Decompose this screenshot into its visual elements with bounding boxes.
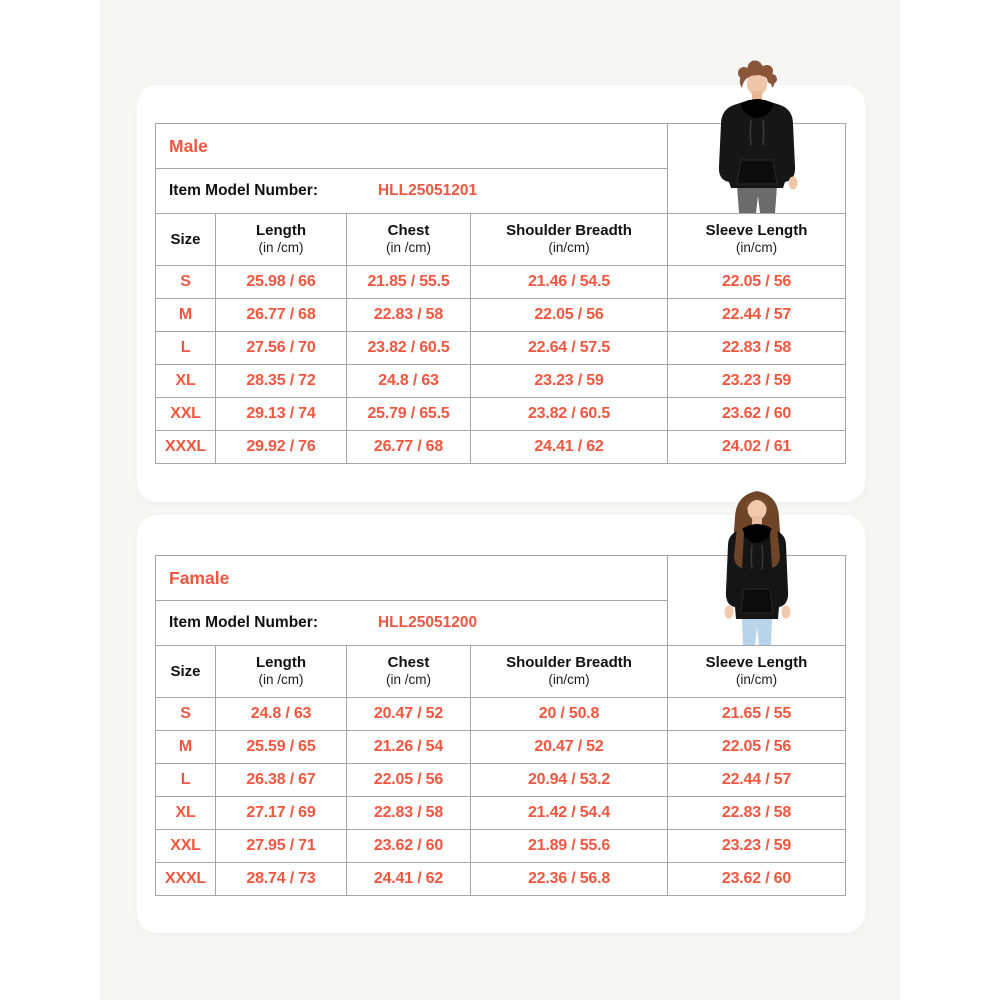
table-row bbox=[156, 830, 846, 863]
shoulder-cell: 23.23 / 59 bbox=[471, 365, 668, 398]
chest-cell: 22.83 / 58 bbox=[347, 797, 471, 830]
chest-cell: 26.77 / 68 bbox=[347, 431, 471, 464]
female-size-table bbox=[155, 555, 846, 896]
column-header-label: Chest bbox=[387, 654, 430, 672]
shoulder-cell: 23.82 / 60.5 bbox=[471, 398, 668, 431]
size-cell: L bbox=[156, 332, 216, 365]
length-cell: 27.56 / 70 bbox=[216, 332, 347, 365]
table-row bbox=[156, 332, 846, 365]
male-size-table bbox=[155, 123, 846, 464]
female-model-number-value: HLL25051200 bbox=[377, 614, 478, 631]
female-photo-cell bbox=[668, 556, 846, 646]
sleeve-cell: 22.83 / 58 bbox=[668, 797, 846, 830]
chest-cell: 24.41 / 62 bbox=[347, 863, 471, 896]
column-header-unit: (in /cm) bbox=[386, 240, 431, 256]
female-table-body bbox=[156, 698, 846, 896]
chest-cell: 20.47 / 52 bbox=[347, 698, 471, 731]
shoulder-cell: 22.05 / 56 bbox=[471, 299, 668, 332]
female-size-card bbox=[137, 515, 865, 933]
table-row bbox=[156, 863, 846, 896]
column-header-unit: (in/cm) bbox=[735, 672, 778, 688]
male-model-number-label: Item Model Number: bbox=[169, 182, 318, 199]
length-cell: 26.77 / 68 bbox=[216, 299, 347, 332]
sleeve-cell: 23.62 / 60 bbox=[668, 398, 846, 431]
shoulder-cell: 21.42 / 54.4 bbox=[471, 797, 668, 830]
column-header bbox=[216, 646, 347, 698]
column-header bbox=[471, 646, 668, 698]
male-model-photo-icon bbox=[697, 60, 817, 213]
table-row bbox=[156, 431, 846, 464]
sleeve-cell: 24.02 / 61 bbox=[668, 431, 846, 464]
sleeve-cell: 22.83 / 58 bbox=[668, 332, 846, 365]
size-cell: XXXL bbox=[156, 431, 216, 464]
column-header-unit: (in/cm) bbox=[548, 672, 590, 688]
size-cell: S bbox=[156, 266, 216, 299]
chest-cell: 24.8 / 63 bbox=[347, 365, 471, 398]
chest-cell: 23.62 / 60 bbox=[347, 830, 471, 863]
shoulder-cell: 24.41 / 62 bbox=[471, 431, 668, 464]
column-header-label: Size bbox=[170, 230, 201, 248]
female-gender-label: Famale bbox=[156, 556, 668, 601]
shoulder-cell: 21.46 / 54.5 bbox=[471, 266, 668, 299]
column-header-label: Shoulder Breadth bbox=[506, 654, 632, 672]
chest-cell: 22.05 / 56 bbox=[347, 764, 471, 797]
sleeve-cell: 22.05 / 56 bbox=[668, 266, 846, 299]
chest-cell: 21.85 / 55.5 bbox=[347, 266, 471, 299]
length-cell: 27.95 / 71 bbox=[216, 830, 347, 863]
male-size-card bbox=[137, 85, 865, 502]
size-cell: XXL bbox=[156, 830, 216, 863]
length-cell: 26.38 / 67 bbox=[216, 764, 347, 797]
sleeve-cell: 23.23 / 59 bbox=[668, 365, 846, 398]
size-cell: XXXL bbox=[156, 863, 216, 896]
length-cell: 29.92 / 76 bbox=[216, 431, 347, 464]
column-header-label: Sleeve Length bbox=[705, 222, 808, 240]
sleeve-cell: 23.23 / 59 bbox=[668, 830, 846, 863]
table-row bbox=[156, 299, 846, 332]
male-table-body bbox=[156, 266, 846, 464]
size-cell: S bbox=[156, 698, 216, 731]
length-cell: 28.35 / 72 bbox=[216, 365, 347, 398]
column-header-label: Size bbox=[170, 662, 201, 680]
chest-cell: 25.79 / 65.5 bbox=[347, 398, 471, 431]
shoulder-cell: 22.36 / 56.8 bbox=[471, 863, 668, 896]
column-header bbox=[668, 646, 846, 698]
shoulder-cell: 20.94 / 53.2 bbox=[471, 764, 668, 797]
chest-cell: 21.26 / 54 bbox=[347, 731, 471, 764]
male-photo-cell bbox=[668, 124, 846, 214]
length-cell: 24.8 / 63 bbox=[216, 698, 347, 731]
length-cell: 28.74 / 73 bbox=[216, 863, 347, 896]
male-model-number-row bbox=[156, 169, 668, 214]
male-gender-label: Male bbox=[156, 124, 668, 169]
shoulder-cell: 20.47 / 52 bbox=[471, 731, 668, 764]
size-cell: L bbox=[156, 764, 216, 797]
male-model-number-value: HLL25051201 bbox=[377, 182, 478, 199]
length-cell: 27.17 / 69 bbox=[216, 797, 347, 830]
table-row bbox=[156, 266, 846, 299]
sleeve-cell: 22.44 / 57 bbox=[668, 764, 846, 797]
table-row bbox=[156, 398, 846, 431]
sleeve-cell: 23.62 / 60 bbox=[668, 863, 846, 896]
column-header-label: Length bbox=[256, 222, 306, 240]
column-header-label: Length bbox=[256, 654, 306, 672]
content-panel bbox=[100, 0, 900, 1000]
size-cell: M bbox=[156, 299, 216, 332]
size-cell: XL bbox=[156, 797, 216, 830]
column-header bbox=[347, 214, 471, 266]
column-header bbox=[156, 214, 216, 266]
chest-cell: 23.82 / 60.5 bbox=[347, 332, 471, 365]
column-header bbox=[471, 214, 668, 266]
column-header-label: Chest bbox=[387, 222, 430, 240]
column-header-label: Shoulder Breadth bbox=[506, 222, 632, 240]
chest-cell: 22.83 / 58 bbox=[347, 299, 471, 332]
female-model-number-row bbox=[156, 601, 668, 646]
size-cell: XXL bbox=[156, 398, 216, 431]
column-header bbox=[347, 646, 471, 698]
male-header-row bbox=[156, 214, 846, 266]
shoulder-cell: 22.64 / 57.5 bbox=[471, 332, 668, 365]
sleeve-cell: 21.65 / 55 bbox=[668, 698, 846, 731]
female-model-photo-icon bbox=[702, 487, 812, 645]
table-row bbox=[156, 797, 846, 830]
size-cell: M bbox=[156, 731, 216, 764]
column-header-unit: (in/cm) bbox=[548, 240, 590, 256]
shoulder-cell: 20 / 50.8 bbox=[471, 698, 668, 731]
length-cell: 29.13 / 74 bbox=[216, 398, 347, 431]
column-header-label: Sleeve Length bbox=[705, 654, 808, 672]
column-header bbox=[156, 646, 216, 698]
length-cell: 25.98 / 66 bbox=[216, 266, 347, 299]
table-row bbox=[156, 698, 846, 731]
table-row bbox=[156, 731, 846, 764]
female-header-row bbox=[156, 646, 846, 698]
column-header-unit: (in /cm) bbox=[386, 672, 431, 688]
table-row bbox=[156, 365, 846, 398]
column-header-unit: (in /cm) bbox=[258, 240, 304, 256]
shoulder-cell: 21.89 / 55.6 bbox=[471, 830, 668, 863]
column-header bbox=[216, 214, 347, 266]
column-header-unit: (in /cm) bbox=[258, 672, 304, 688]
length-cell: 25.59 / 65 bbox=[216, 731, 347, 764]
table-row bbox=[156, 764, 846, 797]
column-header bbox=[668, 214, 846, 266]
female-model-number-label: Item Model Number: bbox=[169, 614, 318, 631]
size-cell: XL bbox=[156, 365, 216, 398]
column-header-unit: (in/cm) bbox=[735, 240, 778, 256]
sleeve-cell: 22.05 / 56 bbox=[668, 731, 846, 764]
sleeve-cell: 22.44 / 57 bbox=[668, 299, 846, 332]
